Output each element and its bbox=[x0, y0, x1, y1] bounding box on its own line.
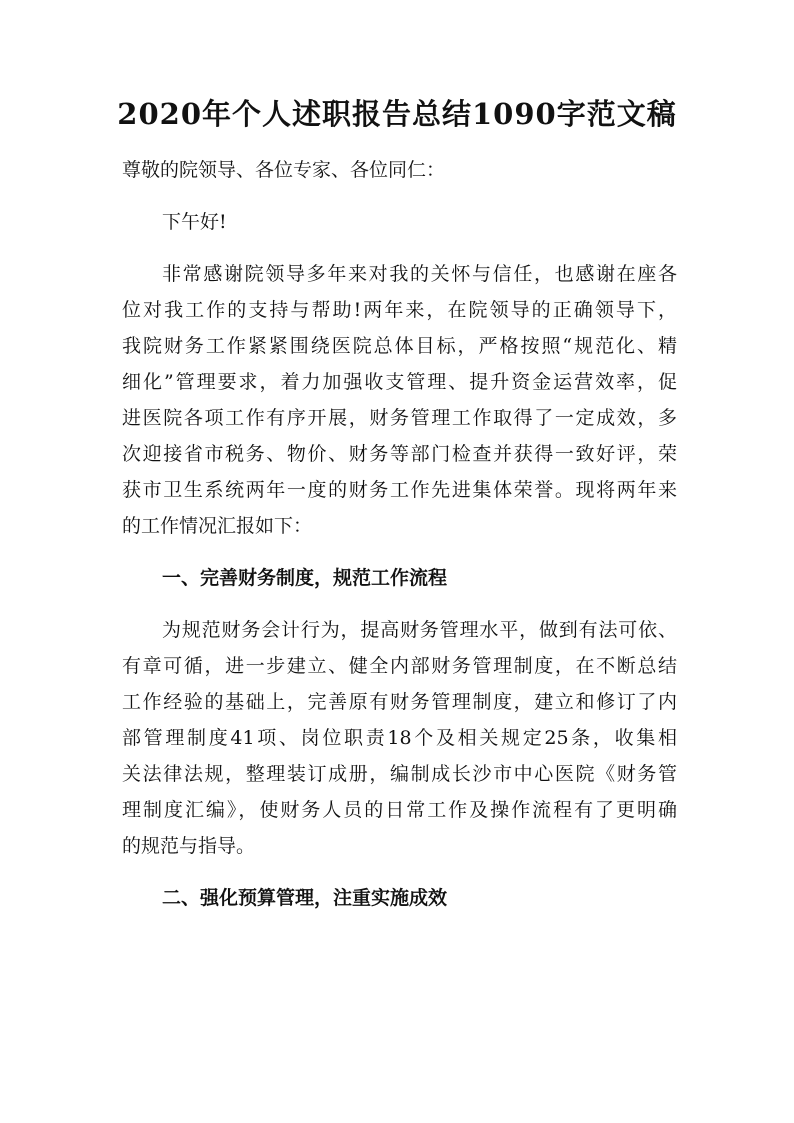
intro-line: 的工作情况汇报如下： bbox=[122, 515, 313, 537]
intro-line: 次迎接省市税务、物价、财务等部门检查并获得一致好评，荣 bbox=[122, 443, 677, 465]
intro-line: 位对我工作的支持与帮助!两年来，在院领导的正确领导下， bbox=[122, 299, 677, 321]
intro-line: 细化”管理要求，着力加强收支管理、提升资金运营效率，促 bbox=[122, 371, 677, 393]
section1-line: 的规范与指导。 bbox=[122, 835, 256, 857]
section1-line: 部管理制度41项、岗位职责18个及相关规定25条，收集相 bbox=[122, 727, 677, 749]
document-title: 2020年个人述职报告总结1090字范文稿 bbox=[117, 97, 677, 131]
section1-line: 为规范财务会计行为，提高财务管理水平，做到有法可依、 bbox=[162, 619, 677, 641]
salutation: 尊敬的院领导、各位专家、各位同仁： bbox=[122, 159, 446, 181]
intro-line: 获市卫生系统两年一度的财务工作先进集体荣誉。现将两年来 bbox=[122, 479, 677, 501]
section-heading-2: 二、强化预算管理，注重实施成效 bbox=[162, 887, 448, 909]
intro-line: 我院财务工作紧紧围绕医院总体目标，严格按照“规范化、精 bbox=[122, 335, 677, 357]
greeting: 下午好! bbox=[162, 211, 227, 233]
intro-line: 进医院各项工作有序开展，财务管理工作取得了一定成效，多 bbox=[122, 407, 677, 429]
section1-line: 工作经验的基础上，完善原有财务管理制度，建立和修订了内 bbox=[122, 691, 677, 713]
section1-line: 有章可循，进一步建立、健全内部财务管理制度，在不断总结 bbox=[122, 655, 677, 677]
section1-line: 理制度汇编》，使财务人员的日常工作及操作流程有了更明确 bbox=[122, 799, 677, 821]
intro-line: 非常感谢院领导多年来对我的关怀与信任，也感谢在座各 bbox=[162, 263, 677, 285]
section-heading-1: 一、完善财务制度，规范工作流程 bbox=[162, 567, 448, 589]
section1-line: 关法律法规，整理装订成册，编制成长沙市中心医院《财务管 bbox=[122, 763, 677, 785]
